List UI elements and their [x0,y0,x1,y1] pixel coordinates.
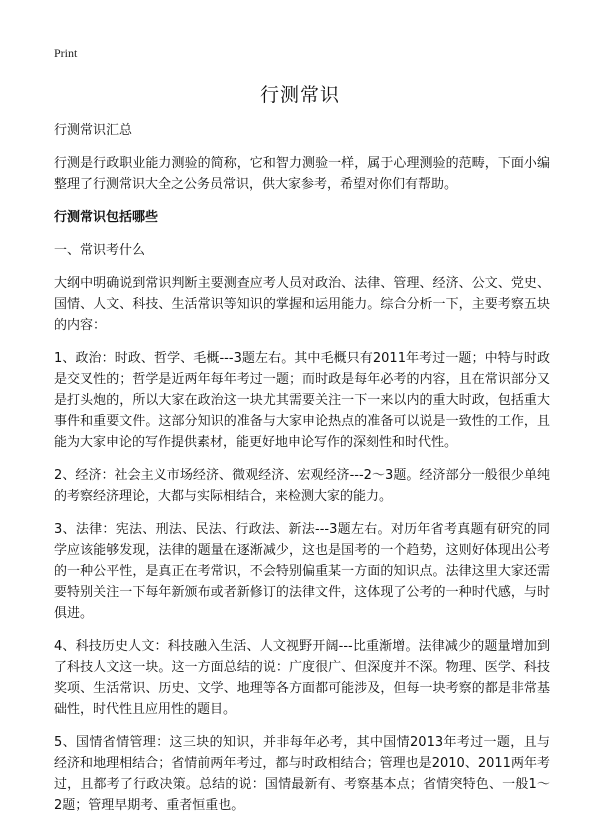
section-heading: 行测常识汇总 [54,123,133,138]
politics-paragraph: 1、政治：时政、哲学、毛概---3题左右。其中毛概只有2011年考过一题；中特与时政是交叉性的；哲学是近两年每年考过一题；而时政是每年必考的内容，且在常识部分又是打头炮的，所以大家在政治这一块尤其需要关注一下一来以内的重大时政，包括重大事件和重要文件。这部分知识的准备与大家申论热点的准备可以说是一致性的工作，且能为大家申论的写作提供素材，能更好地申论写作的深刻性和时代性。 [54,351,550,450]
economics-paragraph: 2、经济：社会主义市场经济、微观经济、宏观经济---2～3题。经济部分一般很少单纯的考察经济理论，大都与实际相结合，来检测大家的能力。 [54,468,550,504]
law-paragraph: 3、法律：宪法、刑法、民法、行政法、新法---3题左右。对历年省考真题有研究的同学应该能够发现，法律的题量在逐渐减少，这也是国考的一个趋势，这则好体现出公考的一种公平性，是真正在考常识，不会特别偏重某一方面的知识点。法律这里大家还需要特别关注一下每年新颁布或者新修订的法律文件，这体现了公考的一种时代感，与时俱进。 [54,522,550,621]
document-body [54,120,550,828]
outline-paragraph: 大纲中明确说到常识判断主要测查应考人员对政治、法律、管理、经济、公文、党史、国情、人文、科技、生活常识等知识的掌握和运用能力。综合分析一下，主要考察五块的内容： [54,276,550,333]
section-subheading: 一、常识考什么 [54,243,146,258]
page-title: 行测常识 [259,84,340,106]
intro-paragraph: 行测是行政职业能力测验的简称，它和智力测验一样，属于心理测验的范畴，下面小编整理了行测常识大全之公务员常识，供大家参考，希望对你们有帮助。 [54,156,550,192]
national-conditions-paragraph: 5、国情省情管理：这三块的知识，并非每年必考，其中国情2013年考过一题，且与经济和地理相结合；省情前两年考过，都与时政相结合；管理也是2010、2011两年考过，且都考了行政决策。总结的说：国情最新有、考察基本点；省情突特色、一般1～2题；管理早期考、重者恒重也。 [54,735,550,813]
print-link[interactable]: Print [54,46,78,60]
bold-subheading: 行测常识包括哪些 [54,210,159,225]
science-history-paragraph: 4、科技历史人文：科技融入生活、人文视野开阔---比重渐增。法律减少的题量增加到了科技人文这一块。这一方面总结的说：广度很广、但深度并不深。物理、医学、科技奖项、生活常识、历史、文学、地理等各方面都可能涉及，但每一块考察的都是非常基础性，时代性且应用性的题目。 [54,639,550,717]
